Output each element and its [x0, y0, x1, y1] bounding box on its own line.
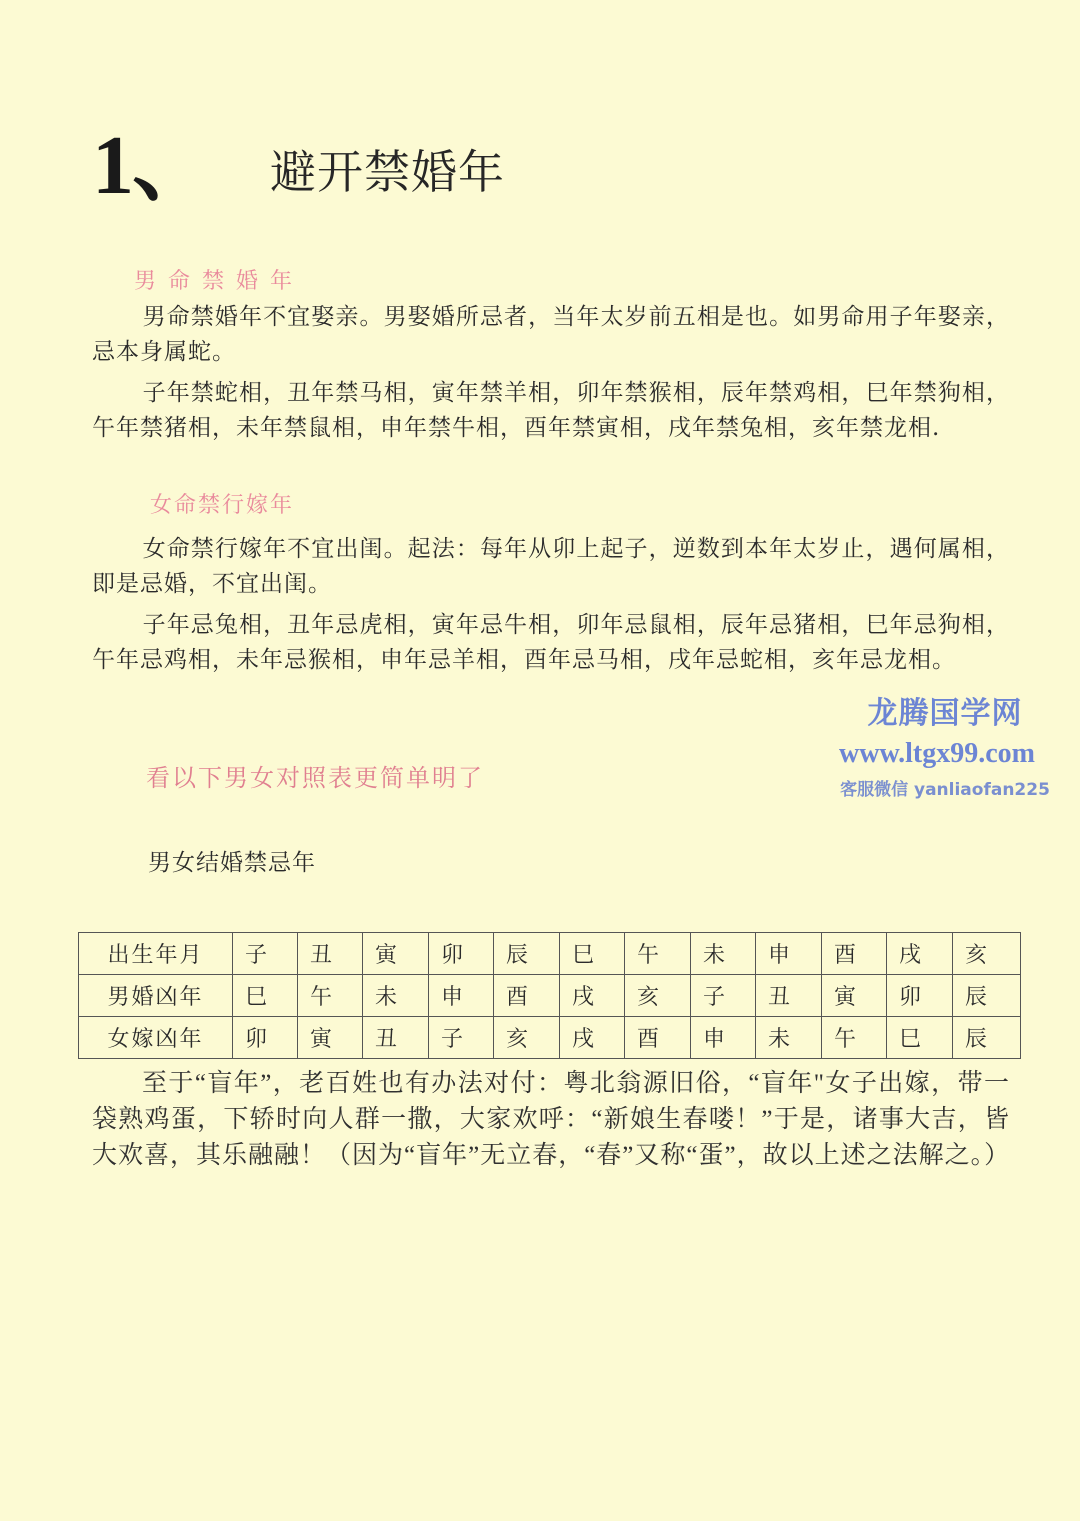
- heading-number: 1、: [92, 119, 215, 212]
- table-cell: 子: [429, 1017, 494, 1059]
- row-label-male-taboo: 男婚凶年: [79, 975, 233, 1017]
- table-cell: 申: [756, 933, 822, 975]
- table-row-female-taboo: [79, 1017, 1021, 1059]
- table-cell: 亥: [494, 1017, 560, 1059]
- table-cell: 未: [756, 1017, 822, 1059]
- site-watermark: [820, 694, 1070, 806]
- table-cell: 子: [691, 975, 756, 1017]
- table-cell: 寅: [298, 1017, 363, 1059]
- table-row-birth-year: [79, 933, 1021, 975]
- row-label-female-taboo: 女嫁凶年: [79, 1017, 233, 1059]
- table-cell: 卯: [887, 975, 953, 1017]
- watermark-contact: 客服微信 yanliaofan225: [840, 780, 1050, 800]
- table-cell: 亥: [625, 975, 691, 1017]
- table-cell: 巳: [233, 975, 298, 1017]
- table-cell: 丑: [363, 1017, 429, 1059]
- male-paragraph-1: 男命禁婚年不宜娶亲。男娶婚所忌者，当年太岁前五相是也。如男命用子年娶亲，忌本身属蛇。: [92, 304, 1010, 365]
- table-cell: 酉: [822, 933, 887, 975]
- table-cell: 辰: [494, 933, 560, 975]
- table-cell: 未: [691, 933, 756, 975]
- table-cell: 申: [691, 1017, 756, 1059]
- table-cell: 午: [298, 975, 363, 1017]
- male-paragraph-2: 子年禁蛇相，丑年禁马相，寅年禁羊相，卯年禁猴相，辰年禁鸡相，巳年禁狗相，午年禁猪相，未年禁鼠相，申年禁牛相，酉年禁寅相，戌年禁兔相，亥年禁龙相.: [92, 380, 1010, 441]
- table-cell: 亥: [953, 933, 1021, 975]
- closing-paragraph: 至于“盲年”，老百姓也有办法对付：粤北翁源旧俗，“盲年"女子出嫁，带一袋熟鸡蛋，下轿时向人群一撒，大家欢呼：“新娘生春喽！”于是，诸事大吉，皆大欢喜，其乐融融！（因为“盲年”无立春，“春”又称“蛋”，故以上述之法解之。）: [92, 1070, 1011, 1169]
- table-cell: 卯: [429, 933, 494, 975]
- table-caption: 男女结婚禁忌年: [148, 850, 316, 876]
- table-cell: 卯: [233, 1017, 298, 1059]
- table-cell: 戌: [560, 1017, 625, 1059]
- table-cell: 未: [363, 975, 429, 1017]
- table-cell: 丑: [756, 975, 822, 1017]
- row-label-birth-year: 出生年月: [79, 933, 233, 975]
- female-paragraph-2: 子年忌兔相，丑年忌虎相，寅年忌牛相，卯年忌鼠相，辰年忌猪相，巳年忌狗相，午年忌鸡相，未年忌猴相，申年忌羊相，酉年忌马相，戌年忌蛇相，亥年忌龙相。: [92, 612, 1010, 673]
- marriage-taboo-table: [78, 932, 1021, 1059]
- table-cell: 午: [625, 933, 691, 975]
- table-cell: 酉: [494, 975, 560, 1017]
- table-cell: 寅: [822, 975, 887, 1017]
- female-section-subheading: 女命禁行嫁年: [150, 493, 295, 518]
- table-cell: 辰: [953, 975, 1021, 1017]
- watermark-site-name: 龙腾国学网: [867, 696, 1023, 731]
- section-heading: [92, 118, 506, 212]
- table-cell: 戌: [560, 975, 625, 1017]
- table-cell: 子: [233, 933, 298, 975]
- heading-title: 避开禁婚年: [270, 145, 506, 199]
- watermark-site-url: www.ltgx99.com: [839, 738, 1035, 769]
- table-cell: 巳: [887, 1017, 953, 1059]
- table-cell: 巳: [560, 933, 625, 975]
- table-cell: 戌: [887, 933, 953, 975]
- table-cell: 午: [822, 1017, 887, 1059]
- table-cell: 酉: [625, 1017, 691, 1059]
- table-row-male-taboo: [79, 975, 1021, 1017]
- table-cell: 丑: [298, 933, 363, 975]
- male-section-subheading: 男命禁婚年: [134, 269, 305, 294]
- table-cell: 辰: [953, 1017, 1021, 1059]
- table-cell: 寅: [363, 933, 429, 975]
- female-paragraph-1: 女命禁行嫁年不宜出闺。起法：每年从卯上起子，逆数到本年太岁止，遇何属相，即是忌婚，不宜出闺。: [92, 536, 1010, 597]
- table-cell: 申: [429, 975, 494, 1017]
- compare-note: 看以下男女对照表更简单明了: [146, 764, 484, 792]
